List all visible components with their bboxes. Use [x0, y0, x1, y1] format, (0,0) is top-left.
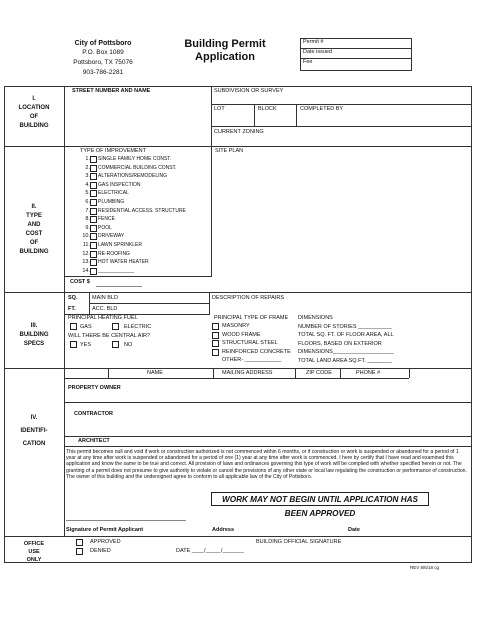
office-heading: OFFICE USE ONLY: [23, 541, 45, 563]
improvement-checkbox[interactable]: [90, 156, 97, 163]
frame-checkbox[interactable]: [212, 349, 219, 356]
improvement-label: TYPE OF IMPROVEMENT: [80, 148, 147, 154]
denied-label: DENIED: [90, 548, 111, 554]
col-zip: ZIP CODE: [306, 370, 332, 376]
improvement-label: SINGLE FAMILY HOME CONST.: [98, 156, 172, 162]
col-mailing-address: MAILING ADDRESS: [222, 370, 273, 376]
frame-label: REINFORCED CONCRETE: [222, 348, 291, 355]
dimension-field[interactable]: TOTAL SQ. FT. OF FLOOR AREA, ALL: [298, 332, 394, 339]
lot-label: LOT: [214, 106, 225, 112]
improvement-number: 8.: [85, 216, 90, 223]
col-name: NAME: [147, 370, 163, 376]
improvement-number: 6.: [85, 199, 90, 205]
frame-type-label: PRINCIPAL TYPE OF FRAME: [214, 315, 289, 321]
improvement-label: COMMERCIAL BUILDING CONST.: [98, 164, 177, 171]
gas-label: GAS: [80, 324, 92, 330]
improvement-checkbox[interactable]: [90, 199, 97, 206]
improvement-number: 3.: [85, 173, 90, 180]
improvement-label: _____________: [98, 267, 135, 274]
improvement-checkbox[interactable]: [90, 165, 97, 172]
block-label: BLOCK: [258, 106, 277, 112]
approved-checkbox[interactable]: [76, 539, 83, 546]
improvement-number: 10.: [82, 233, 90, 240]
improvement-label: FENCE: [98, 216, 115, 223]
frame-label: MASONRY: [222, 323, 250, 329]
improvement-checkbox[interactable]: [90, 225, 97, 232]
improvement-number: 2.: [85, 164, 90, 171]
improvement-number: 5.: [85, 190, 90, 197]
type-heading: II. TYPE AND COST OF BUILDING: [19, 204, 49, 255]
improvement-checkbox[interactable]: [90, 208, 97, 215]
fee-field[interactable]: Fee: [303, 59, 313, 65]
completed-by-label: COMPLETED BY: [300, 106, 344, 112]
location-heading: I. LOCATION OF BUILDING: [18, 96, 50, 129]
heating-label: PRINCIPAL HEATING FUEL: [68, 315, 138, 321]
improvement-checkbox[interactable]: [90, 182, 97, 189]
dimension-field[interactable]: FLOORS, BASED ON EXTERIOR: [298, 340, 382, 347]
warning-banner: WORK MAY NOT BEGIN UNTIL APPLICATION HAS BEEN APPROVED: [211, 492, 429, 506]
col-phone: PHONE #: [356, 370, 381, 376]
improvement-label: ELECTRICAL: [98, 190, 129, 197]
org-city: Pottsboro, TX 75076: [73, 59, 133, 66]
specs-heading: III. BUILDING SPECS: [19, 323, 49, 347]
org-address: P.O. Box 1089: [82, 49, 124, 56]
improvement-label: RE-ROOFING: [98, 250, 130, 257]
repairs-label: DESCRIPTION OF REPAIRS: [212, 295, 285, 301]
subdivision-label: SUBDIVISION OR SURVEY: [214, 88, 284, 94]
improvement-number: 11.: [82, 242, 90, 248]
dimension-field: DIMENSIONS: [298, 315, 333, 321]
approved-label: APPROVED: [90, 539, 121, 545]
owner-label: PROPERTY OWNER: [68, 385, 121, 391]
org-name: City of Pottsboro: [74, 40, 132, 47]
site-plan-label: SITE PLAN: [215, 148, 244, 154]
improvement-checkbox[interactable]: [90, 242, 97, 249]
sq-label: SQ.: [68, 295, 78, 301]
cost-label: COST $: [70, 279, 90, 285]
frame-label: WOOD FRAME: [222, 331, 261, 338]
revision-note: REV 8/6/18 cg: [410, 565, 440, 570]
gas-checkbox[interactable]: [70, 323, 77, 330]
no-label: NO: [124, 342, 133, 348]
improvement-checkbox[interactable]: [90, 190, 97, 197]
improvement-label: ALTERATIONS/REMODELING: [98, 173, 167, 180]
dimension-field[interactable]: DIMENSIONS____________________: [298, 349, 395, 356]
improvement-number: 7.: [85, 207, 90, 214]
signature-label[interactable]: Signature of Permit Applicant: [66, 527, 144, 533]
denied-checkbox[interactable]: [76, 548, 83, 555]
architect-label: ARCHITECT: [78, 438, 110, 444]
frame-checkbox[interactable]: [212, 340, 219, 347]
electric-checkbox[interactable]: [112, 323, 119, 330]
improvement-label: PLUMBING: [98, 199, 125, 205]
form-subtitle: Application: [195, 51, 255, 63]
improvement-number: 4.: [85, 181, 90, 188]
improvement-number: 9.: [85, 224, 90, 231]
improvement-label: POOL: [98, 224, 112, 231]
improvement-label: RESIDENTIAL ACCESS. STRUCTURE: [98, 207, 186, 214]
improvement-checkbox[interactable]: [90, 173, 97, 180]
improvement-checkbox[interactable]: [90, 259, 97, 266]
improvement-number: 14.: [82, 267, 90, 274]
improvement-label: HOT WATER HEATER: [98, 259, 149, 266]
main-bld-label: MAIN BLD: [92, 295, 118, 301]
frame-checkbox[interactable]: [212, 323, 219, 330]
frame-label: OTHER- ____________: [222, 357, 282, 364]
frame-checkbox[interactable]: [212, 332, 219, 339]
improvement-label: GAS INSPECTION: [98, 181, 141, 188]
street-label: STREET NUMBER AND NAME: [72, 88, 151, 94]
improvement-label: DRIVEWAY: [98, 233, 125, 240]
dimension-field[interactable]: NUMBER OF STORIES ___________: [298, 323, 392, 330]
official-signature-field[interactable]: BUILDING OFFICIAL SIGNATURE: [256, 539, 342, 545]
form-title: Building Permit: [184, 38, 266, 50]
ft-label: FT.: [68, 306, 76, 312]
improvement-number: 13.: [82, 259, 90, 266]
improvement-number: 1.: [85, 156, 90, 162]
no-checkbox[interactable]: [112, 341, 119, 348]
org-phone: 903-786-2281: [82, 69, 124, 76]
ident-heading: IV. IDENTIFI- CATION: [20, 415, 48, 447]
dimension-field[interactable]: TOTAL LAND AREA SQ.FT. ________: [298, 358, 392, 364]
improvement-checkbox[interactable]: [90, 268, 97, 275]
electric-label: ELECTRIC: [124, 324, 152, 330]
frame-label: STRUCTURAL STEEL: [222, 340, 278, 347]
central-air-label: WILL THERE BE CENTRAL AIR?: [68, 333, 151, 339]
legal-notice: This permit becomes null and void if work or construction authorized is not commenced within 6 months, or if construction or work is suspended or abandoned for a period of 1 year at any time after work is suspended or abandoned for a period of one (1) year at any time after work is commenced. I here by certify that I have read and examined this application and know the same to be true and correct. All provision of laws and ordinances governing this type of work will be complied with whether specified herein or not. The granting of a permit does not presume to give authority to violate or cancel the provisions of any other state or local law regulating the construction or performance of construction. The owner of this building and the undersigned agree to conform to all applicable law of the City of Pottsboro.: [66, 449, 467, 480]
improvement-number: 12.: [82, 250, 90, 257]
date-issued-field[interactable]: Date issued: [303, 49, 333, 55]
improvement-checkbox[interactable]: [90, 216, 97, 223]
improvement-checkbox[interactable]: [90, 251, 97, 258]
acc-bld-label: ACC. BLD: [92, 306, 118, 312]
yes-label: YES: [80, 342, 92, 348]
office-date-field[interactable]: DATE ____/_____/_______: [176, 548, 244, 554]
street-field[interactable]: [66, 95, 210, 145]
zoning-label: CURRENT ZONING: [214, 129, 264, 135]
improvement-checkbox[interactable]: [90, 233, 97, 240]
date-label[interactable]: Date: [348, 527, 360, 533]
yes-checkbox[interactable]: [70, 341, 77, 348]
contractor-label: CONTRACTOR: [74, 411, 114, 417]
permit-number-field[interactable]: Permit #: [303, 39, 324, 45]
improvement-label: LAWN SPRINKLER: [98, 242, 142, 248]
address-label[interactable]: Address: [212, 527, 235, 533]
